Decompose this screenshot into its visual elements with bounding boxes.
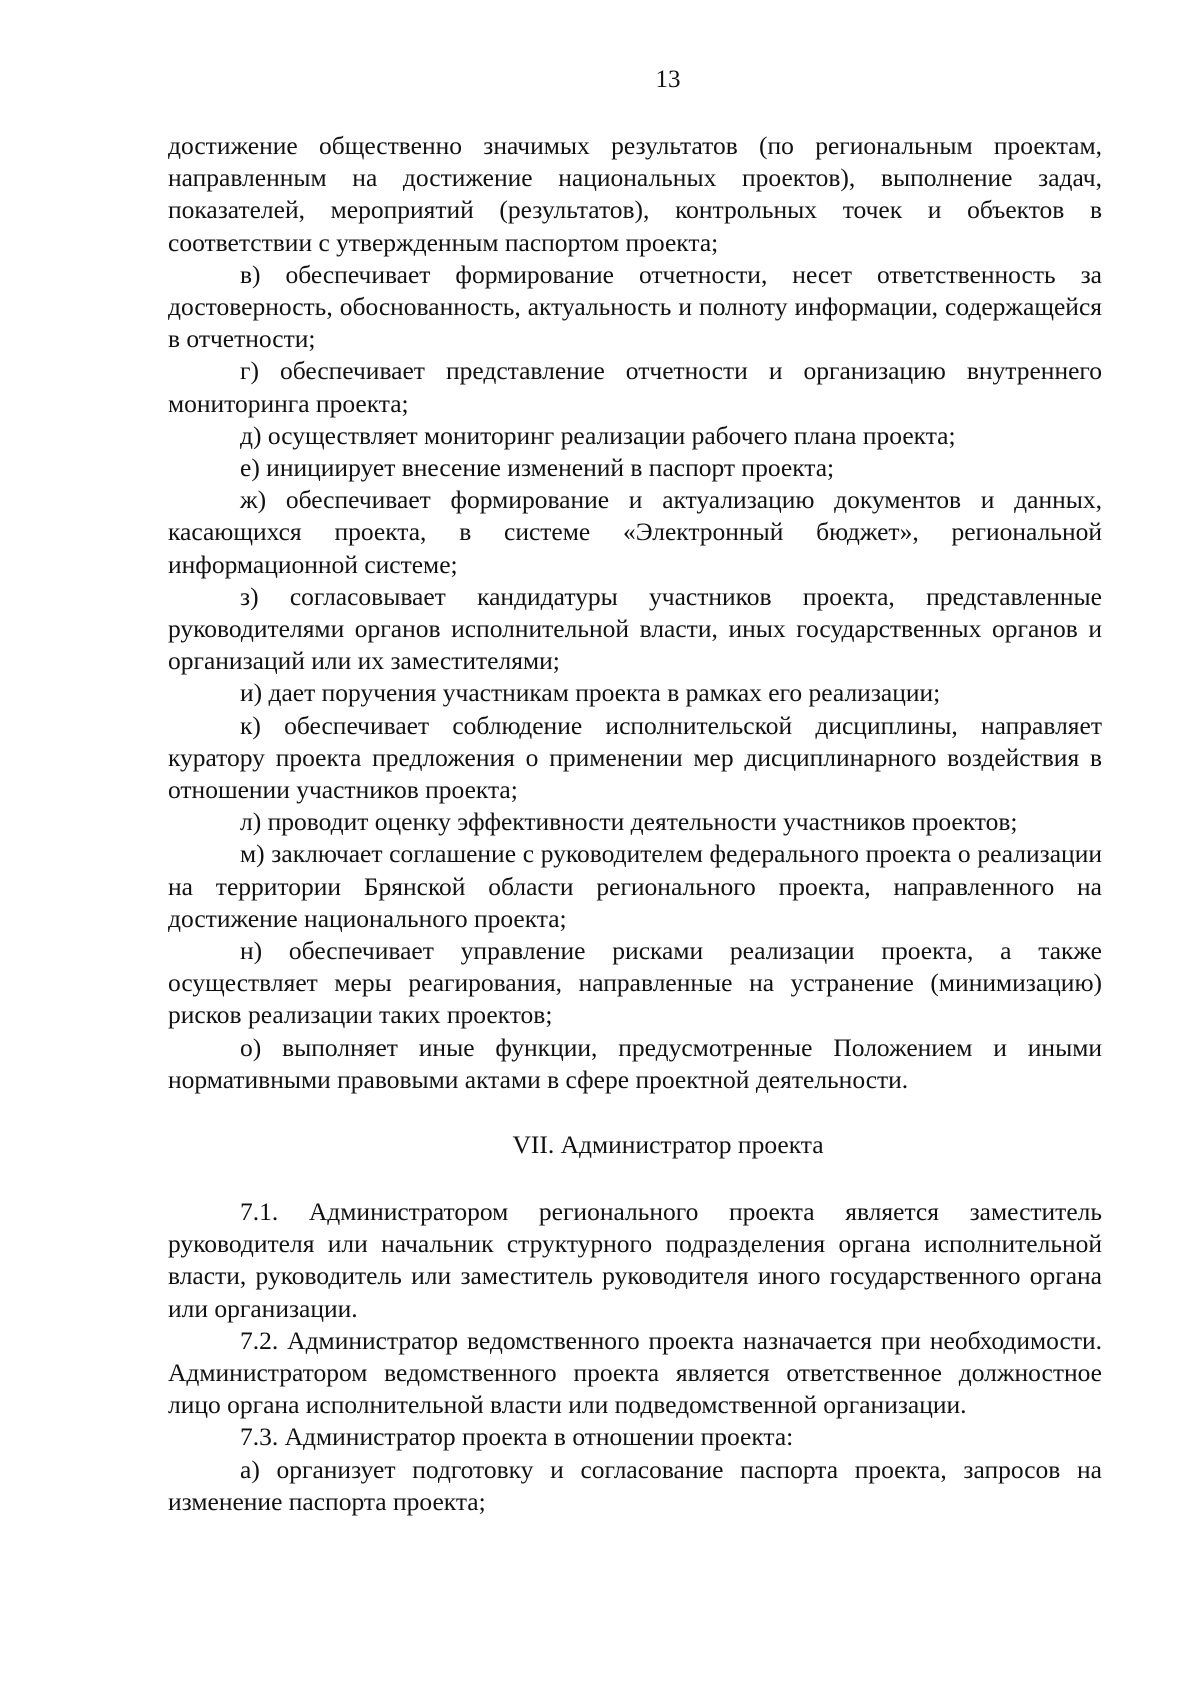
clause-7-3: 7.3. Администратор проекта в отношении проекта: [240, 1422, 794, 1452]
list-item-l: л) проводит оценку эффективности деятельности участников проектов; [240, 807, 1018, 837]
list-item-i: и) дает поручения участникам проекта в рамках его реализации; [240, 678, 941, 708]
list-item-zh: ж) обеспечивает формирование и актуализацию документов и данных, касающихся проекта, в системе «Электронный бюджет», региональной информационной системе; [168, 485, 1102, 579]
list-item-e: е) инициирует внесение изменений в паспорт проекта; [240, 453, 835, 483]
list-item-n: н) обеспечивает управление рисками реализации проекта, а также осуществляет меры реагирования, направленные на устранение (минимизацию) рисков реализации таких проектов; [168, 936, 1102, 1030]
section-heading: VII. Администратор проекта [512, 1130, 824, 1159]
list-item-m: м) заключает соглашение с руководителем федерального проекта о реализации на территории Брянской области регионального проекта, направленного на достижение национального проекта; [168, 839, 1102, 933]
page-number: 13 [655, 66, 681, 93]
bottom-text-block [168, 1196, 1102, 1518]
clause-7-2: 7.2. Администратор ведомственного проекта назначается при необходимости. Администратором ведомственного проекта является ответственное должностное лицо органа исполнительной власти или подведомственной организации. [168, 1325, 1102, 1420]
list-item-a: а) организует подготовку и согласование паспорта проекта, запросов на изменение паспорта проекта; [168, 1454, 1102, 1516]
list-item-k: к) обеспечивает соблюдение исполнительской дисциплины, направляет куратору проекта предложения о применении мер дисциплинарного воздействия в отношении участников проекта; [168, 710, 1102, 805]
top-text-block [168, 130, 1102, 1096]
list-item-g: г) обеспечивает представление отчетности и организацию внутреннего мониторинга проекта; [168, 356, 1102, 418]
paragraph-continuation: достижение общественно значимых результатов (по региональным проектам, направленным на достижение национальных проектов), выполнение задач, показателей, мероприятий (результатов), контрольных точек и объектов в соответствии с утвержденным паспортом проекта; [168, 131, 1102, 257]
list-item-d: д) осуществляет мониторинг реализации рабочего плана проекта; [240, 420, 956, 450]
list-item-z: з) согласовывает кандидатуры участников проекта, представленные руководителями органов исполнительной власти, иных государственных органов и организаций или их заместителями; [168, 581, 1102, 676]
list-item-v: в) обеспечивает формирование отчетности, несет ответственность за достоверность, обоснованность, актуальность и полноту информации, содержащейся в отчетности; [168, 259, 1102, 354]
clause-7-1: 7.1. Администратором регионального проекта является заместитель руководителя или начальник структурного подразделения органа исполнительной власти, руководитель или заместитель руководителя иного государственного органа или организации. [168, 1197, 1102, 1323]
list-item-o: о) выполняет иные функции, предусмотренные Положением и иными нормативными правовыми актами в сфере проектной деятельности. [168, 1032, 1102, 1094]
